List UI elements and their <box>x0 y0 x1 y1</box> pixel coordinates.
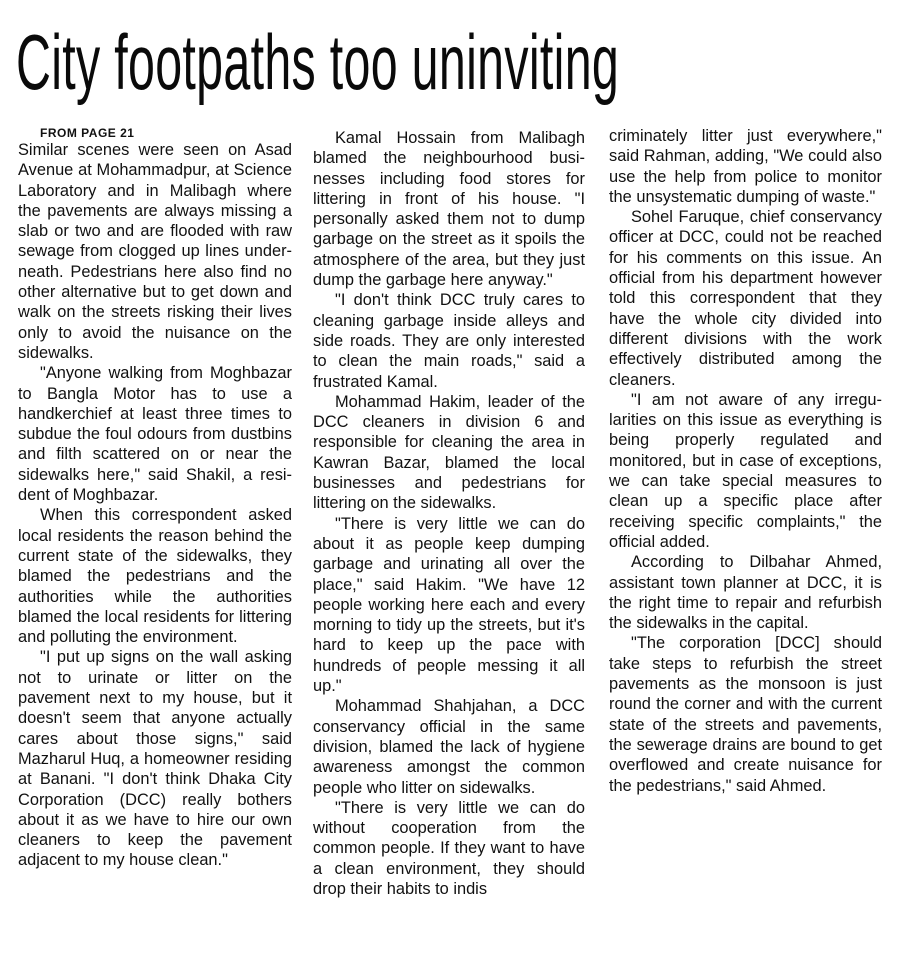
paragraph: "I don't think DCC truly cares to cleaning garbage inside alleys and side roads. They are only interested to clean the main roads," said a frustrated Kamal. <box>313 291 585 391</box>
continuation-kicker: FROM PAGE 21 <box>40 126 135 140</box>
paragraph: Sohel Faruque, chief conservancy officer at DCC, could not be reached for his comments on this issue. An official from his department however told this correspondent that they have the whole city divided into different divisions with the work effectively distributed among the cleaners. <box>609 208 882 389</box>
paragraph: Kamal Hossain from Malibagh blamed the neighbourhood businesses including food stores for littering in front of his house. "I personally asked them not to dump garbage on the street as it spoils the atmosphere of the area, but they just dump the garbage here anyway." <box>313 129 585 290</box>
paragraph: Mohammad Shahjahan, a DCC conservancy official in the same division, blamed the lack of hygiene awareness amongst the common people who litter on sidewalks. <box>313 697 585 797</box>
paragraph: Similar scenes were seen on Asad Avenue at Mohammadpur, at Science Laboratory and in Malibagh where the pavements are always missing a slab or two and are flooded with raw sewage from clogged up lines underneath. Pedestrians here also find no other alternative but to get down and walk on the streets risking their lives only to avoid the nuisance on the sidewalks. <box>18 141 292 362</box>
paragraph: "Anyone walking from Moghbazar to Bangla Motor has to use a handkerchief at least three times to subdue the foul odours from dustbins and filth scattered on or near the sidewalks here," said Shakil, a resident of Moghbazar. <box>18 364 292 505</box>
article-column-3 <box>609 126 882 796</box>
article-column-2 <box>313 128 585 899</box>
paragraph: Mohammad Hakim, leader of the DCC cleaners in division 6 and responsible for cleaning the area in Kawran Bazar, blamed the local businesses and pedestrians for littering on the sidewalks. <box>313 392 585 513</box>
paragraph: When this correspondent asked local residents the reason behind the current state of the sidewalks, they blamed the pedestrians and the authorities while the authorities blamed the local residents for littering and polluting the environment. <box>18 506 292 647</box>
paragraph: "There is very little we can do about it as people keep dumping garbage and urinating all over the place," said Hakim. "We have 12 people working here each and every morning to tidy up the streets, but it's hard to keep up the pace with hundreds of people messing it all up." <box>313 514 585 696</box>
paragraph: criminately litter just everywhere," said Rahman, adding, "We could also use the help from police to monitor the unsystematic dumping of waste." <box>609 127 882 206</box>
paragraph: "The corporation [DCC] should take steps to refurbish the street pavements as the monsoon is just round the corner and with the current state of the streets and pavements, the sewerage drains are bound to get overflowed and create nuisance for the pedestrians," said Ahmed. <box>609 634 882 795</box>
paragraph: "There is very little we can do without cooperation from the common people. If they want to have a clean environment, they should drop their habits to indis <box>313 798 585 898</box>
paragraph: "I am not aware of any irregularities on this issue as everything is being properly regulated and monitored, but in case of exceptions, we can take special measures to clean up a specific place after receiving specific complaints," the official added. <box>609 390 882 551</box>
article-column-1 <box>18 126 292 871</box>
paragraph: "I put up signs on the wall asking not to urinate or litter on the pavement next to my house, but it doesn't seem that anyone actually cares about those signs," said Mazharul Huq, a homeowner residing at Banani. "I don't think Dhaka City Corporation (DCC) really bothers about it as we have to hire our own cleaners to keep the pavement adjacent to my house clean." <box>18 648 292 870</box>
headline: City footpaths too uninviting <box>16 18 620 106</box>
paragraph: According to Dilbahar Ahmed, assistant town planner at DCC, it is the right time to repair and refurbish the sidewalks in the capital. <box>609 553 882 633</box>
